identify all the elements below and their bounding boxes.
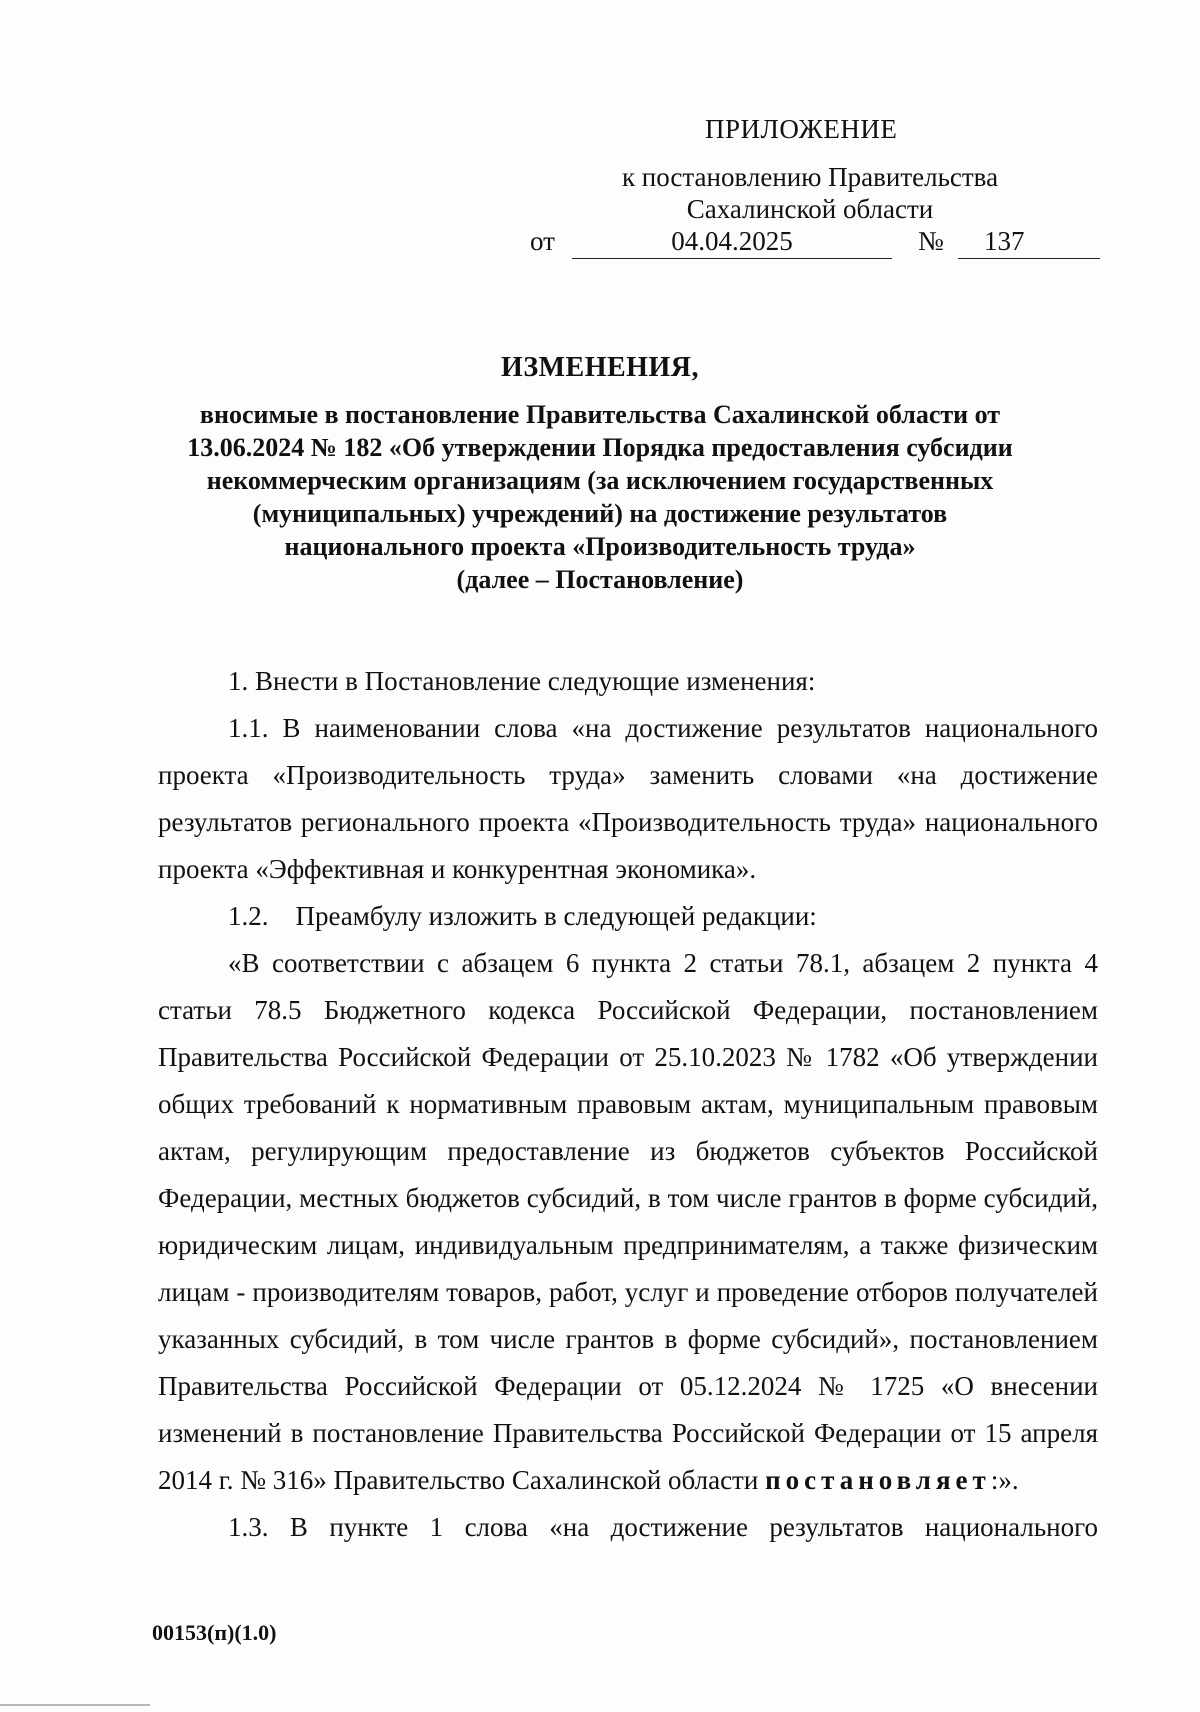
paragraph-1-1: 1.1. В наименовании слова «на достижение результатов национального проекта «Производительность труда» заменить словами «на достижение результатов регионального проекта «Производительность труда» национального проекта «Эффективная и конкурентная экономика». <box>158 713 1098 884</box>
subtitle-line: вносимые в постановление Правительства Сахалинской области от <box>199 400 1001 429</box>
document-body <box>158 658 1098 1551</box>
subtitle-line: некоммерческим организациям (за исключением государственных <box>206 466 994 495</box>
paragraph-1-2: 1.2. Преамбулу изложить в следующей редакции: <box>228 901 817 931</box>
subtitle-line: (муниципальных) учреждений) на достижение результатов <box>252 499 948 528</box>
annex-title: ПРИЛОЖЕНИЕ <box>705 114 898 144</box>
number-field <box>958 224 1100 259</box>
preamble-text: «В соответствии с абзацем 6 пункта 2 статьи 78.1, абзацем 2 пункта 4 статьи 78.5 Бюджетного кодекса Российской Федерации, постановлением Правительства Российской Федерации от 25.10.2023 № 1782 «Об утверждении общих требований к нормативным правовым актам, муниципальным правовым актам, регулирующим предоставление из бюджетов субъектов Российской Федерации, местных бюджетов субсидий, в том числе грантов в форме субсидий, юридическим лицам, индивидуальным предпринимателям, а также физическим лицам - производителям товаров, работ, услуг и проведение отборов получателей указанных субсидий, в том числе грантов в форме субсидий», постановлением Правительства Российской Федерации от 05.12.2024 № 1725 «О внесении изменений в постановление Правительства Российской Федерации от 15 апреля 2014 г. № 316» Правительство Сахалинской области <box>158 948 1098 1495</box>
number-value: 137 <box>984 226 1025 256</box>
subtitle-line: национального проекта «Производительность труда» <box>284 532 916 561</box>
number-prefix: № <box>918 226 944 256</box>
scan-edge-mark-bottom <box>0 1704 150 1706</box>
annex-date-number-row <box>530 224 1130 264</box>
document-code: 00153(п)(1.0) <box>152 1620 277 1645</box>
annex-region-line: Сахалинской области <box>686 194 934 224</box>
document-title: ИЗМЕНЕНИЯ, <box>501 352 699 383</box>
paragraph-1: 1. Внести в Постановление следующие изменения: <box>228 666 816 696</box>
paragraph-preamble <box>158 940 1098 1504</box>
preamble-end: :». <box>990 1465 1019 1495</box>
date-value: 04.04.2025 <box>671 226 793 256</box>
document-subtitle <box>150 398 1050 596</box>
annex-reference-line: к постановлению Правительства <box>621 162 999 192</box>
scan-edge-mark <box>560 0 1180 3</box>
subtitle-line: (далее – Постановление) <box>456 565 744 594</box>
preamble-bold-word: постановляет <box>765 1465 991 1495</box>
date-prefix: от <box>530 226 555 256</box>
subtitle-line: 13.06.2024 № 182 «Об утверждении Порядка предоставления субсидии <box>187 433 1013 462</box>
paragraph-1-3: 1.3. В пункте 1 слова «на достижение результатов национального <box>228 1512 1098 1542</box>
date-field <box>572 224 892 259</box>
